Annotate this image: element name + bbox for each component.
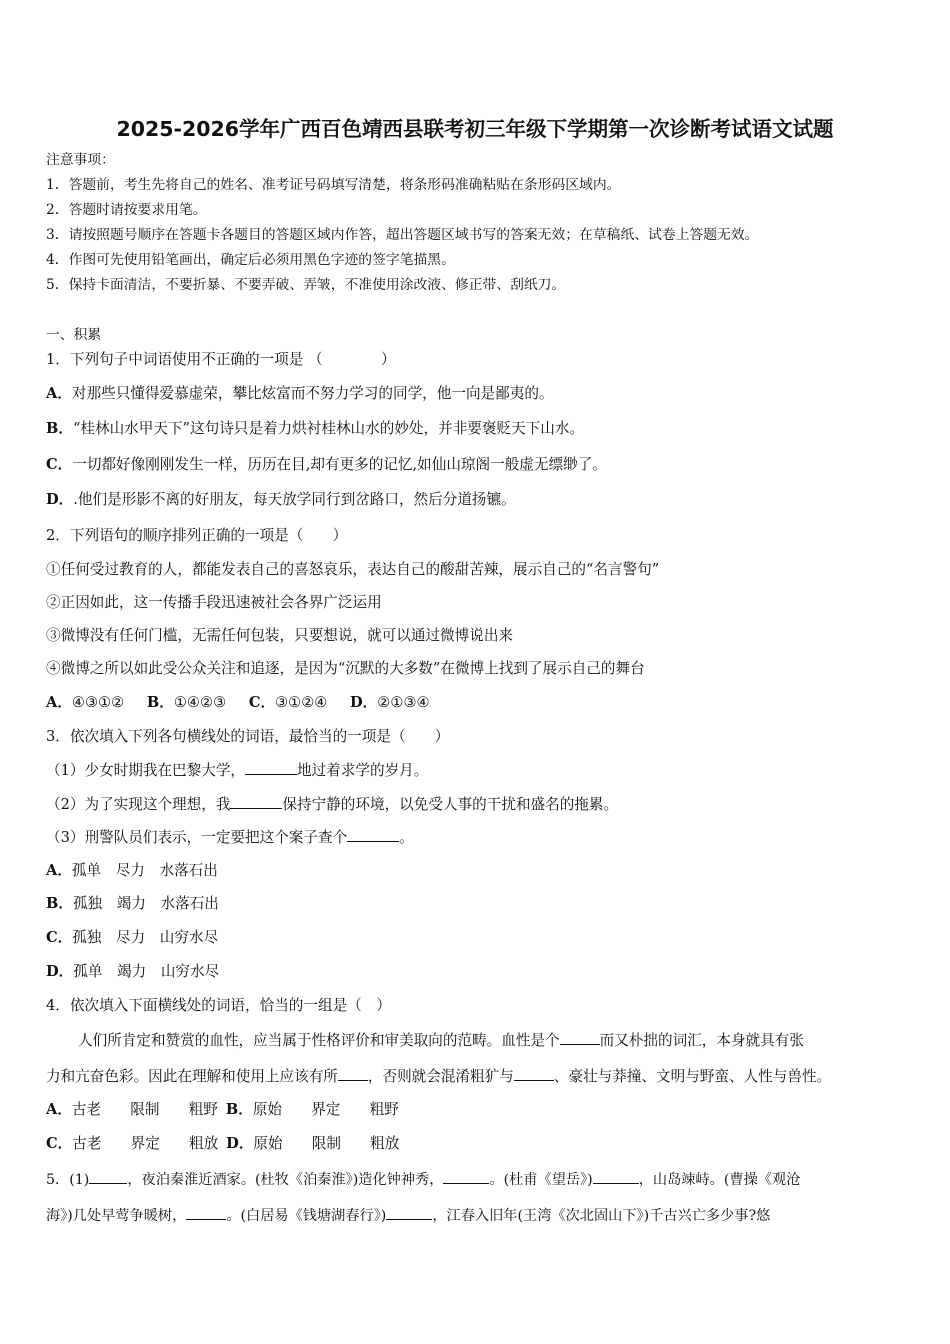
- option-b: B．孤独 竭力 水落石出: [46, 895, 219, 912]
- question-stem: 3．依次填入下列各句横线处的词语，最恰当的一项是（ ）: [46, 728, 450, 745]
- notice-item: 2．答题时请按要求用笔。: [46, 202, 207, 218]
- question-stem: 1．下列句子中词语使用不正确的一项是 （ ）: [46, 351, 396, 368]
- page-title: 2025-2026学年广西百色靖西县联考初三年级下学期第一次诊断考试语文试题: [116, 117, 834, 141]
- option-text: ③①②④: [275, 694, 328, 711]
- options-row: C．古老 界定 粗放 D．原始 限制 粗放: [46, 1135, 400, 1152]
- sentence: ④微博之所以如此受公众关注和追逐，是因为“沉默的大多数”在微博上找到了展示自己的舞台: [46, 660, 645, 677]
- sentence: （2）为了实现这个理想，我 保持宁静的环境，以免受人事的干扰和盛名的拖累。: [46, 796, 619, 813]
- option-text: ④③①②: [71, 694, 125, 711]
- sentence: ①任何受过教育的人，都能发表自己的喜怒哀乐，表达自己的酸甜苦辣，展示自己的“名言警句”: [46, 561, 660, 578]
- blank-line: [593, 1169, 639, 1184]
- notice-heading: 注意事项：: [46, 152, 115, 168]
- question-stem: 4．依次填入下面横线处的词语，恰当的一组是（ ）: [46, 997, 391, 1014]
- question-line: 海》)几处早莺争暖树， 。(白居易《钱塘湖春行》) ，江春入旧年(王湾《次北固山下》)千古兴亡多少事?悠: [46, 1205, 770, 1226]
- option-d: D．孤单 竭力 山穷水尽: [46, 963, 220, 980]
- option-label: B．: [46, 420, 73, 437]
- question-line: 5．(1) ，夜泊秦淮近酒家。(杜牧《泊秦淮》)造化钟神秀， 。(杜甫《望岳》) ，山岛竦峙。(曹操《观沧: [46, 1169, 800, 1190]
- notice-item: 3．请按照题号顺序在答题卡各题目的答题区域内作答，超出答题区域书写的答案无效；在草稿纸、试卷上答题无效。: [46, 227, 759, 243]
- option-label: A．: [46, 694, 72, 711]
- sentence: ③微博没有任何门槛，无需任何包装，只要想说，就可以通过微博说出来: [46, 627, 514, 644]
- option-label: D．: [350, 694, 378, 711]
- sentence: （3）刑警队员们表示，一定要把这个案子查个 。: [46, 829, 414, 846]
- option-text: “桂林山水甲天下”这句诗只是着力烘衬桂林山水的妙处，并非要褒贬天下山水。: [72, 420, 585, 437]
- blank-line: [245, 760, 297, 775]
- option-c: [46, 455, 607, 475]
- blank-line: [514, 1066, 554, 1081]
- option-label: D．: [46, 491, 74, 508]
- option-a: [46, 384, 554, 404]
- question-stem: 2．下列语句的顺序排列正确的一项是（ ）: [46, 527, 348, 544]
- option-a: A．孤单 尽力 水落石出: [46, 862, 218, 879]
- option-text: ②①③④: [377, 694, 430, 711]
- blank-line: [186, 1205, 226, 1220]
- options-row: [46, 693, 430, 713]
- paragraph-line: 人们所肯定和赞赏的血性，应当属于性格评价和审美取向的范畴。血性是个 而又朴拙的词汇，本身就具有张: [78, 1032, 804, 1049]
- sentence: ②正因如此，这一传播手段迅速被社会各界广泛运用: [46, 594, 382, 611]
- blank-line: [386, 1205, 432, 1220]
- option-text: 对那些只懂得爱慕虚荣，攀比炫富而不努力学习的同学，他一向是鄙夷的。: [71, 385, 554, 402]
- option-c: C．孤独 尽力 山穷水尽: [46, 929, 219, 946]
- option-text: 一切都好像刚刚发生一样，历历在目,却有更多的记忆,如仙山琼阁一般虚无缥缈了。: [72, 456, 607, 473]
- option-d: [46, 490, 516, 510]
- paragraph-line: 力和亢奋色彩。因此在理解和使用上应该有所 ，否则就会混淆粗犷与 、豪壮与莽撞、文明与野蛮、人性与兽性。: [46, 1068, 832, 1085]
- section-heading: 一、积累: [46, 327, 102, 343]
- blank-line: [338, 1066, 368, 1081]
- sentence: （1）少女时期我在巴黎大学， 地过着求学的岁月。: [46, 762, 429, 779]
- notice-item: 5．保持卡面清洁，不要折暴、不要弄破、弄皱，不准使用涂改液、修正带、刮纸刀。: [46, 277, 566, 293]
- options-row: A．古老 限制 粗野 B．原始 界定 粗野: [46, 1101, 399, 1118]
- option-label: B．: [146, 694, 174, 711]
- blank-line: [560, 1030, 600, 1045]
- option-text: .他们是形影不离的好朋友，每天放学同行到岔路口，然后分道扬镳。: [73, 491, 516, 508]
- option-label: C．: [46, 456, 73, 473]
- blank-line: [347, 827, 399, 842]
- notice-item: 1．答题前，考生先将自己的姓名、准考证号码填写清楚，将条形码准确粘贴在条形码区域内。: [46, 177, 621, 193]
- notice-item: 4．作图可先使用铅笔画出，确定后必须用黑色字迹的签字笔描黑。: [46, 252, 455, 268]
- option-b: [46, 419, 584, 439]
- option-label: C．: [248, 694, 276, 711]
- option-label: A．: [46, 385, 72, 402]
- blank-line: [89, 1169, 127, 1184]
- option-text: ①④②③: [173, 694, 227, 711]
- blank-line: [443, 1169, 489, 1184]
- blank-line: [230, 794, 282, 809]
